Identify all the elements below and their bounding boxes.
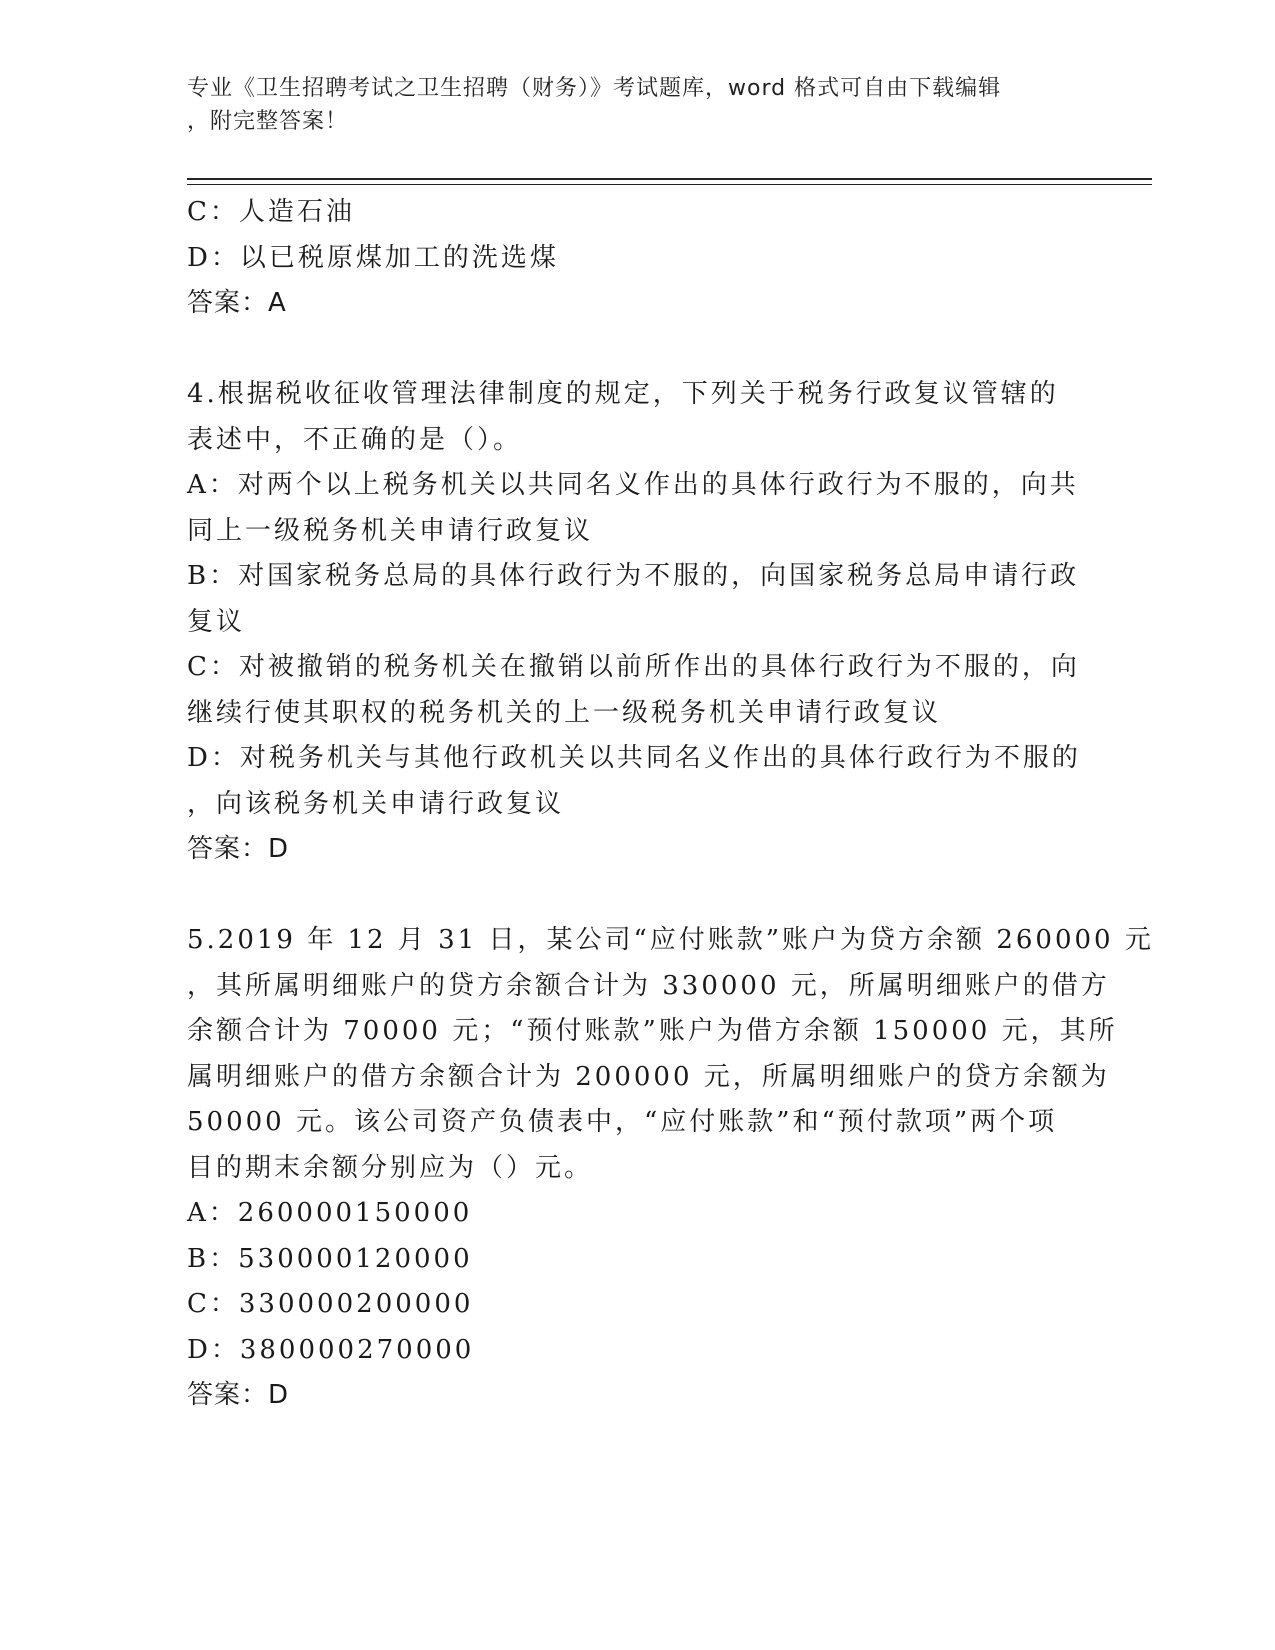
q4-option-c-line-1: C：对被撤销的税务机关在撤销以前所作出的具体行政行为不服的，向 — [187, 652, 1080, 682]
header-line-2: ，附完整答案！ — [187, 109, 349, 134]
q5-stem-line-4: 属明细账户的借方余额合计为 200000 元，所属明细账户的贷方余额为 — [187, 1061, 1110, 1092]
spacer — [187, 327, 1087, 373]
q5-option-b: B：530000120000 — [187, 1243, 473, 1274]
q5-answer: 答案：D — [187, 1380, 290, 1410]
q5-stem-line-6: 目的期末余额分别应为（）元。 — [187, 1152, 594, 1183]
header-rule-thick — [187, 178, 1152, 180]
q5-stem-line-3: 余额合计为 70000 元；“预付账款”账户为借方余额 150000 元，其所 — [187, 1016, 1118, 1046]
q5-option-d: D：380000270000 — [187, 1334, 475, 1365]
q4-stem-line-2: 表述中，不正确的是（）。 — [187, 424, 523, 455]
q3-option-c: C：人造石油 — [187, 197, 355, 227]
q4-option-a-line-2: 同上一级税务机关申请行政复议 — [187, 515, 594, 546]
q4-stem-line-1: 4.根据税收征收管理法律制度的规定，下列关于税务行政复议管辖的 — [187, 379, 1059, 409]
q3-option-d: D：以已税原煤加工的洗选煤 — [187, 242, 559, 273]
q5-stem-line-2: ，其所属明细账户的贷方余额合计为 330000 元，所属明细账户的借方 — [187, 970, 1110, 1001]
q4-option-d-line-1: D：对税务机关与其他行政机关以共同名义作出的具体行政行为不服的 — [187, 743, 1081, 773]
q4-option-a-line-1: A：对两个以上税务机关以共同名义作出的具体行政行为不服的，向共 — [187, 470, 1079, 500]
q4-option-b-line-1: B：对国家税务总局的具体行政行为不服的，向国家税务总局申请行政 — [187, 561, 1080, 591]
q5-stem-line-5: 50000 元。该公司资产负债表中，“应付账款”和“预付款项”两个项 — [187, 1107, 1058, 1137]
header-line-1: 专业《卫生招聘考试之卫生招聘（财务）》考试题库，word 格式可自由下载编辑 — [187, 76, 1002, 101]
q3-answer: 答案：A — [187, 288, 287, 318]
header-rule-thin — [187, 184, 1152, 185]
q5-option-c: C：330000200000 — [187, 1289, 474, 1319]
q4-option-c-line-2: 继续行使其职权的税务机关的上一级税务机关申请行政复议 — [187, 697, 942, 728]
document-header — [187, 72, 1067, 138]
q5-stem-line-1: 5.2019 年 12 月 31 日，某公司“应付账款”账户为贷方余额 260000 元 — [187, 925, 1154, 955]
spacer — [187, 873, 1087, 919]
q4-option-d-line-2: ，向该税务机关申请行政复议 — [187, 788, 565, 819]
q4-answer: 答案：D — [187, 834, 290, 864]
question-content — [187, 190, 1154, 1419]
q5-option-a: A：260000150000 — [187, 1198, 473, 1228]
q4-option-b-line-2: 复议 — [187, 606, 246, 637]
